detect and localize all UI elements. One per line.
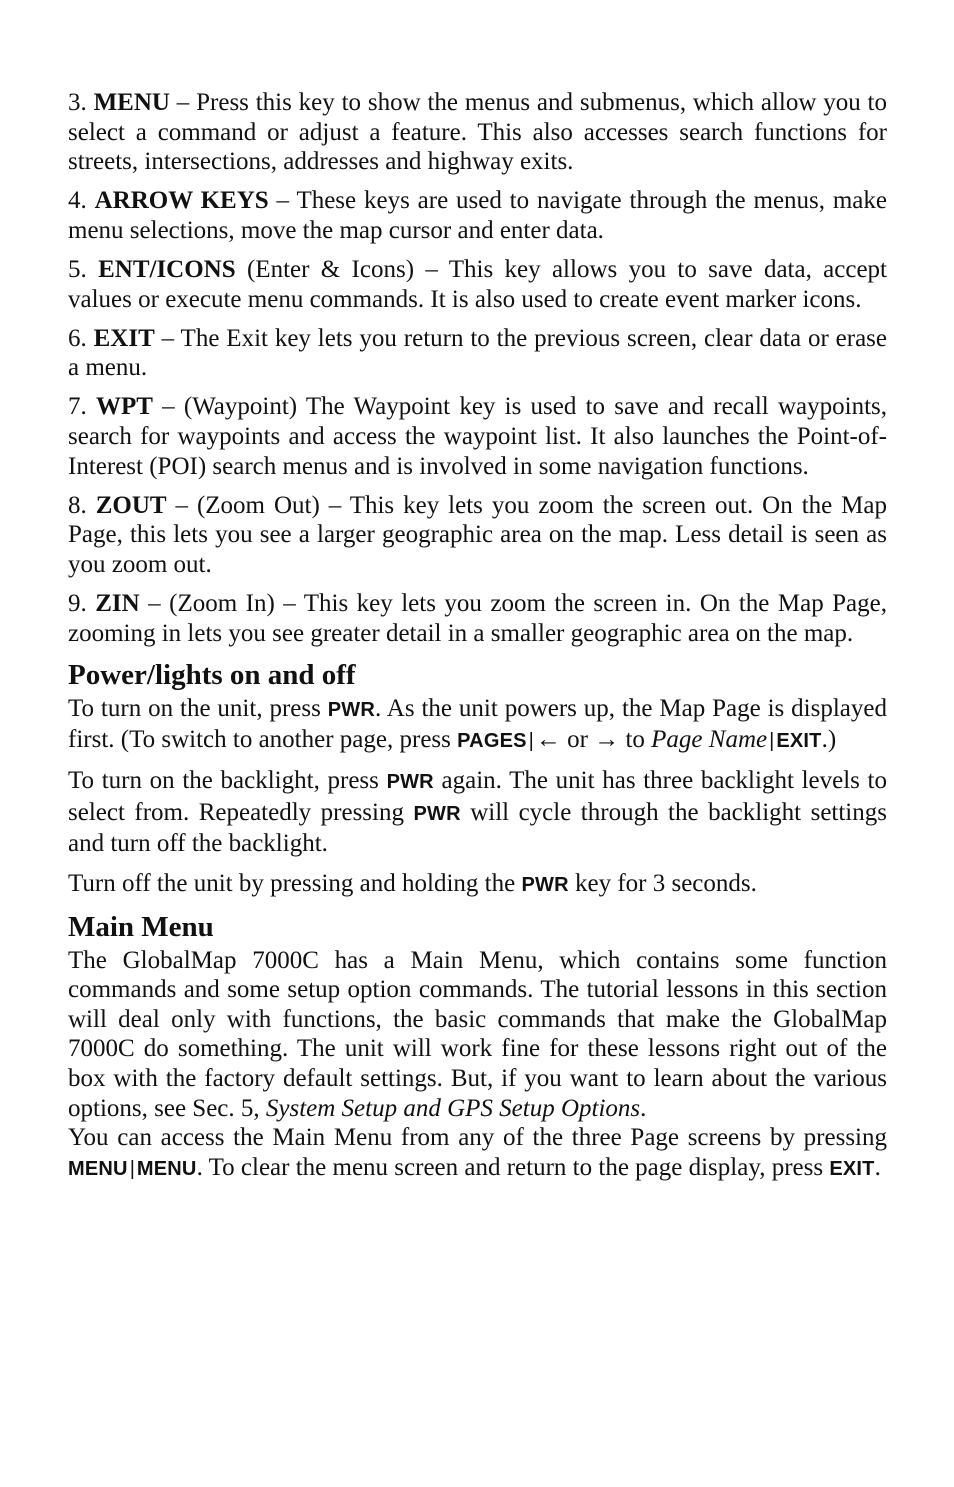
key-separator: |: [769, 730, 775, 753]
text-run: .: [874, 1153, 881, 1181]
text-run: Turn off the unit by pressing and holding the: [68, 869, 522, 897]
key-description: – The Exit key lets you return to the previous screen, clear data or erase a menu.: [68, 324, 887, 382]
key-separator: |: [528, 730, 534, 753]
text-run: key for 3 seconds.: [568, 869, 757, 897]
power-paragraph-1: [68, 694, 887, 757]
section-heading-power-lights: Power/lights on and off: [68, 658, 356, 691]
key-label-exit: EXIT: [776, 730, 822, 753]
key-separator: |: [129, 1157, 135, 1180]
key-name: ZIN: [95, 589, 140, 617]
power-paragraph-3: [68, 869, 887, 901]
text-run: To turn on the backlight, press: [68, 767, 387, 795]
key-label-pwr: PWR: [521, 873, 569, 896]
text-run: will cycle through the backlight settings and turn off the backlight.: [68, 798, 887, 858]
italic-reference: System Setup and GPS Setup Options: [265, 1094, 641, 1122]
key-name: ARROW KEYS: [94, 187, 269, 215]
key-description: – (Waypoint) The Waypoint key is used to save and recall waypoints, search for waypoints and access the waypoint list. It also launches the Point-of-Interest (POI) search menus and is involved in some navigation functions.: [68, 393, 887, 480]
key-name: MENU: [93, 89, 170, 116]
text-run: ← or → to: [535, 726, 652, 754]
text-run: The GlobalMap 7000C has a Main Menu, which contains some function commands and some setup option commands. The tutorial lessons in this section will deal only with functions, the basic commands that make the GlobalMap 7000C do something. The unit will work fine for these lessons right out of the box with the factory default settings. But, if you want to learn about the various options, see Sec. 5,: [68, 946, 887, 1122]
item-number: 7.: [68, 393, 87, 421]
text-run: . As the unit powers up, the Map Page is displayed first. (To switch to another page, press: [68, 694, 887, 754]
key-label-pwr: PWR: [413, 802, 461, 825]
manual-page: [68, 88, 887, 1194]
item-number: 8.: [68, 491, 87, 519]
key-name: ENT/ICONS: [98, 255, 236, 283]
item-number: 4.: [68, 187, 87, 215]
item-number: 5.: [68, 255, 87, 283]
key-item-exit: [68, 324, 887, 383]
key-label-menu: MENU: [68, 1157, 128, 1180]
key-item-menu: [68, 88, 887, 177]
section-heading-main-menu: Main Menu: [68, 910, 214, 943]
key-label-pwr: PWR: [327, 698, 376, 721]
key-description: – (Zoom Out) – This key lets you zoom the screen out. On the Map Page, this lets you see a larger geographic area on the map. Less detail is seen as you zoom out.: [68, 491, 888, 578]
text-run: To turn on the unit, press: [68, 694, 328, 722]
key-label-menu: MENU: [136, 1157, 197, 1180]
text-run: again. The unit has three backlight levels to select from. Repeatedly pressing: [68, 767, 888, 826]
key-description: – Press this key to show the menus and submenus, which allow you to select a command or adjust a feature. This also accesses search functions for streets, intersections, addresses and highway exits.: [68, 89, 887, 176]
item-number: 9.: [68, 589, 87, 617]
key-item-wpt: [68, 392, 887, 481]
key-name: ZOUT: [95, 491, 167, 519]
key-item-zout: [68, 491, 887, 580]
item-number: 3.: [68, 89, 87, 116]
key-label-pages: PAGES: [457, 730, 527, 753]
key-item-zin: [68, 589, 887, 648]
key-name: WPT: [95, 393, 153, 421]
key-label-exit: EXIT: [829, 1157, 875, 1180]
key-description: – These keys are used to navigate through the menus, make menu selections, move the map cursor and enter data.: [68, 187, 888, 244]
main-menu-paragraph-2: [68, 1123, 887, 1184]
power-paragraph-2: [68, 766, 887, 859]
item-number: 6.: [68, 324, 87, 352]
text-run: . To clear the menu screen and return to the page display, press: [196, 1153, 830, 1181]
main-menu-paragraph-1: [68, 946, 887, 1124]
text-run: .: [640, 1094, 647, 1122]
key-description: – (Zoom In) – This key lets you zoom the screen in. On the Map Page, zooming in lets you see greater detail in a smaller geographic area on the map.: [68, 589, 888, 647]
italic-term: Page Name: [651, 726, 768, 754]
key-item-arrow-keys: [68, 186, 887, 245]
key-description: (Enter & Icons) – This key allows you to save data, accept values or execute menu commands. It is also used to create event marker icons.: [68, 255, 887, 313]
key-item-ent-icons: [68, 255, 887, 314]
text-run: .): [821, 726, 837, 754]
key-descriptions-list: [68, 88, 887, 648]
text-run: You can access the Main Menu from any of the three Page screens by pressing: [68, 1124, 887, 1152]
key-label-pwr: PWR: [386, 771, 434, 794]
key-name: EXIT: [93, 324, 155, 352]
